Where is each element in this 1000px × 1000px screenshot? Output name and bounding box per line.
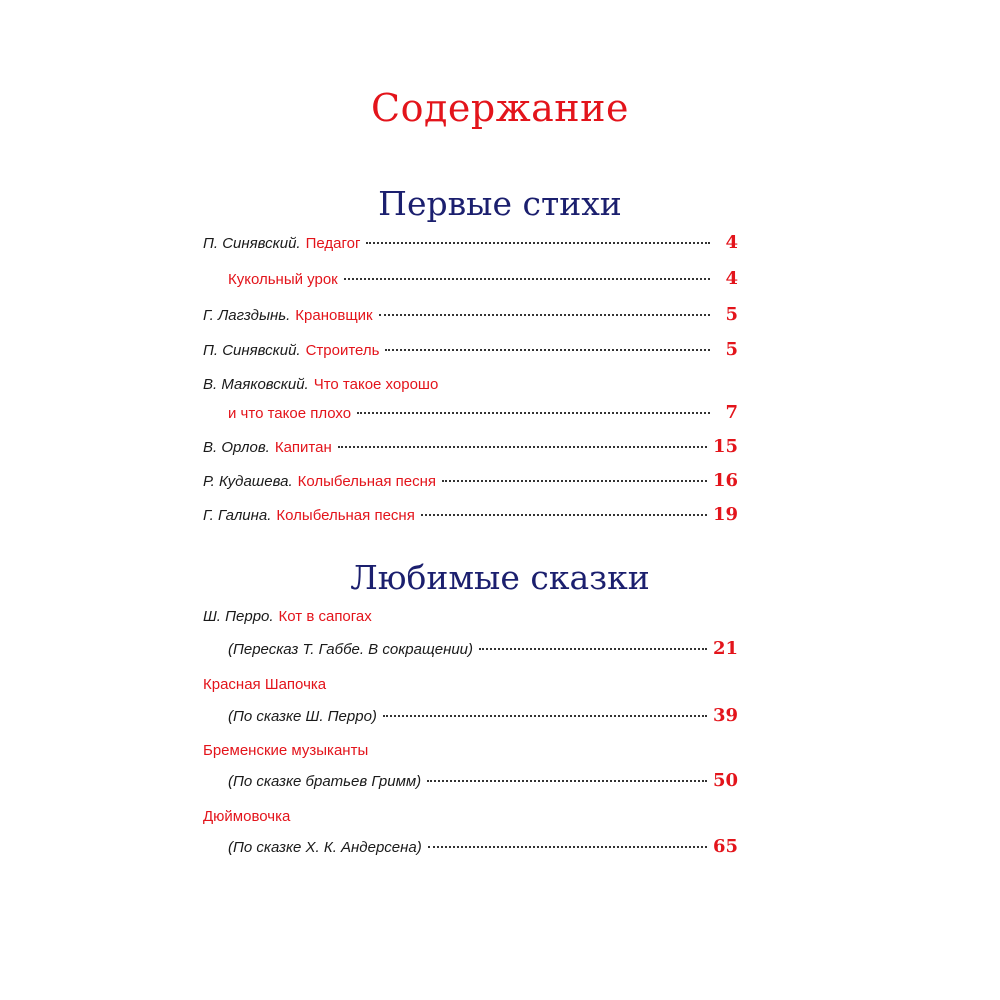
entry-page-number: 4 (725, 268, 738, 289)
dot-leader (428, 846, 707, 848)
entry-title: Педагог (305, 235, 361, 252)
entry-title: Кот в сапогах (278, 608, 372, 625)
toc-entry[interactable] (203, 703, 738, 729)
entry-page-number: 5 (725, 339, 738, 360)
entry-title: Крановщик (295, 307, 373, 324)
entry-note: (По сказке братьев Гримм) (228, 773, 422, 790)
dot-leader (379, 314, 710, 316)
entry-page-number: 15 (712, 436, 738, 457)
entry-title: Кукольный урок (228, 271, 338, 288)
entry-title: Бременские музыканты (203, 742, 369, 759)
dot-leader (421, 514, 707, 516)
toc-entry[interactable] (203, 738, 738, 764)
toc-entry[interactable] (203, 604, 738, 630)
entry-title: Колыбельная песня (297, 473, 437, 490)
entry-title: Дюймовочка (203, 808, 291, 825)
toc-entry[interactable] (203, 672, 738, 698)
dot-leader (344, 278, 710, 280)
entry-author: Г. Лагздынь. (203, 307, 291, 324)
entry-page-number: 4 (725, 232, 738, 253)
entry-author: Р. Кудашева. (203, 473, 293, 490)
entry-author: В. Маяковский. (203, 376, 309, 393)
entry-title: Капитан (274, 439, 332, 456)
entry-page-number: 65 (712, 836, 738, 857)
entry-note: (Пересказ Т. Габбе. В сокращении) (228, 641, 474, 658)
toc-entry[interactable] (203, 266, 738, 292)
entry-author: Ш. Перро. (203, 608, 274, 625)
toc-entry[interactable] (203, 834, 738, 860)
toc-entry[interactable] (203, 636, 738, 662)
entry-title: и что такое плохо (228, 405, 352, 422)
entry-page-number: 21 (712, 638, 738, 659)
toc-entry[interactable] (203, 400, 738, 426)
toc-entry[interactable] (203, 804, 738, 830)
toc-entry[interactable] (203, 768, 738, 794)
entry-title: Колыбельная песня (276, 507, 415, 524)
section-title-favorite-tales: Любимые сказки (350, 558, 650, 597)
entry-author: Г. Галина. (203, 507, 272, 524)
toc-entry[interactable] (203, 372, 738, 398)
dot-leader (338, 446, 707, 448)
entry-page-number: 7 (725, 402, 738, 423)
entry-author: П. Синявский. (203, 342, 301, 359)
page-title: Содержание (371, 86, 629, 130)
dot-leader (427, 780, 707, 782)
entry-title: Что такое хорошо (313, 376, 439, 393)
entry-author: П. Синявский. (203, 235, 301, 252)
dot-leader (366, 242, 710, 244)
toc-entry[interactable] (203, 230, 738, 256)
entry-author: В. Орлов. (203, 439, 270, 456)
entry-title: Строитель (305, 342, 380, 359)
toc-entry[interactable] (203, 434, 738, 460)
section-title-first-poems: Первые стихи (378, 184, 622, 223)
dot-leader (357, 412, 710, 414)
toc-entry[interactable] (203, 337, 738, 363)
entry-page-number: 50 (712, 770, 738, 791)
dot-leader (442, 480, 707, 482)
entry-note: (По сказке Ш. Перро) (228, 708, 377, 725)
dot-leader (383, 715, 707, 717)
entry-page-number: 39 (712, 705, 738, 726)
toc-entry[interactable] (203, 468, 738, 494)
entry-title: Красная Шапочка (203, 676, 327, 693)
entry-note: (По сказке Х. К. Андерсена) (228, 839, 422, 856)
dot-leader (479, 648, 707, 650)
dot-leader (385, 349, 710, 351)
entry-page-number: 16 (712, 470, 738, 491)
toc-entry[interactable] (203, 302, 738, 328)
entry-page-number: 19 (712, 504, 738, 525)
entry-page-number: 5 (725, 304, 738, 325)
toc-entry[interactable] (203, 502, 738, 528)
